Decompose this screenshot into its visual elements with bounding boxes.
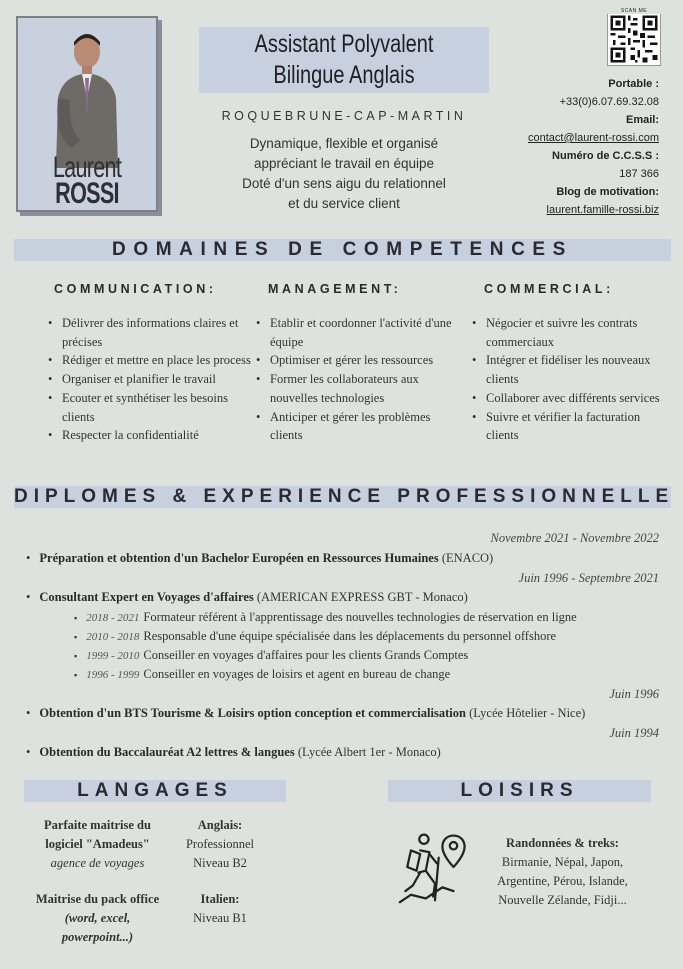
tagline bbox=[199, 134, 489, 214]
hiker-map-pin-icon bbox=[398, 830, 472, 904]
list-item: • Optimiser et gérer les ressources bbox=[254, 351, 459, 370]
contact-block bbox=[499, 75, 659, 219]
experience-entry bbox=[26, 590, 468, 605]
sub-item-years: 2018 - 2021 bbox=[86, 612, 140, 624]
tagline-line: Dynamique, flexible et organisé bbox=[249, 136, 439, 151]
ccss-label: Numéro de C.C.S.S : bbox=[552, 150, 659, 162]
qr-code[interactable] bbox=[607, 12, 661, 66]
blog-link[interactable]: laurent.famille-rossi.biz bbox=[546, 204, 659, 216]
language-level: Niveau B2 bbox=[193, 856, 247, 870]
sub-item-years: 1996 - 1999 bbox=[86, 669, 140, 681]
competence-column-communication bbox=[46, 282, 251, 445]
sub-item-text: Conseiller en voyages d'affaires pour les clients Grands Comptes bbox=[143, 648, 469, 662]
competence-column-commercial bbox=[470, 282, 675, 445]
office-skill bbox=[25, 890, 170, 947]
list-item: • Anticiper et gérer les problèmes clients bbox=[254, 408, 459, 445]
list-item: • Etablir et coordonner l'activité d'une équipe bbox=[254, 314, 459, 351]
column-title: COMMERCIAL: bbox=[484, 282, 614, 296]
tagline-line: appréciant le travail en équipe bbox=[253, 156, 435, 171]
entry-title: Consultant Expert en Voyages d'affaires bbox=[39, 590, 254, 604]
list-item: • Suivre et vérifier la facturation clients bbox=[470, 408, 675, 445]
ccss-number: 187 366 bbox=[619, 168, 659, 180]
experience-sub-item bbox=[74, 610, 577, 625]
experience-title: DIPLOMES & EXPERIENCE PROFESSIONNELLE bbox=[14, 486, 675, 507]
list-item: • Ecouter et synthétiser les besoins clients bbox=[46, 389, 251, 426]
italian-skill bbox=[170, 890, 270, 928]
experience-sub-item bbox=[74, 667, 450, 682]
hobby-line: Nouvelle Zélande, Fidji... bbox=[498, 893, 627, 907]
english-skill bbox=[170, 816, 270, 873]
hobby-line: Argentine, Pérou, Islande, bbox=[497, 874, 628, 888]
competences-title: DOMAINES DE COMPETENCES bbox=[112, 239, 573, 260]
experience-sub-item bbox=[74, 629, 556, 644]
tagline-line: Doté d'un sens aigu du relationnel bbox=[242, 176, 446, 191]
phone-label: Portable : bbox=[608, 78, 659, 90]
sub-item-text: Formateur référent à l'apprentissage des nouvelles technologies de réservation en ligne bbox=[143, 610, 577, 624]
list-item: • Respecter la confidentialité bbox=[46, 426, 251, 445]
sub-item-text: Conseiller en voyages de loisirs et agent en bureau de change bbox=[143, 667, 451, 681]
skill-line: Parfaite maitrise du bbox=[44, 818, 151, 832]
list-item: • Intégrer et fidéliser les nouveaux clients bbox=[470, 351, 675, 388]
profile-photo bbox=[50, 28, 124, 168]
entry-title: Obtention d'un BTS Tourisme & Loisirs option conception et commercialisation bbox=[39, 706, 466, 720]
languages-title: LANGAGES bbox=[77, 780, 233, 801]
experience-entry bbox=[26, 706, 585, 721]
hobbies-text bbox=[480, 834, 645, 910]
sub-item-text: Responsable d'une équipe spécialisée dans les déplacements du personnel offshore bbox=[143, 629, 557, 643]
competence-column-management bbox=[254, 282, 459, 445]
language-level: Professionnel bbox=[185, 837, 255, 851]
entry-org: (Lycée Albert 1er - Monaco) bbox=[294, 745, 441, 759]
entry-date: Juin 1996 bbox=[609, 687, 659, 701]
first-name: Laurent bbox=[52, 151, 122, 184]
column-title: COMMUNICATION: bbox=[54, 282, 217, 296]
language-level: Niveau B1 bbox=[193, 911, 247, 925]
skill-line: powerpoint...) bbox=[61, 930, 134, 944]
profile-photo-card bbox=[16, 16, 158, 212]
entry-title: Préparation et obtention d'un Bachelor Européen en Ressources Humaines bbox=[39, 551, 439, 565]
experience-entry bbox=[26, 551, 493, 566]
hobby-line: Birmanie, Népal, Japon, bbox=[501, 855, 624, 869]
language-name: Anglais: bbox=[197, 818, 243, 832]
email-label: Email: bbox=[625, 114, 659, 126]
competence-list bbox=[46, 314, 251, 445]
sub-item-years: 1999 - 2010 bbox=[86, 650, 140, 662]
competence-list bbox=[254, 314, 459, 445]
location: ROQUEBRUNE-CAP-MARTIN bbox=[221, 109, 467, 123]
amadeus-skill bbox=[30, 816, 165, 873]
sub-item-years: 2010 - 2018 bbox=[86, 631, 140, 643]
list-item: • Délivrer des informations claires et précises bbox=[46, 314, 251, 351]
list-item: • Organiser et planifier le travail bbox=[46, 370, 251, 389]
job-title-line2: Bilingue Anglais bbox=[273, 61, 415, 89]
entry-date: Juin 1994 bbox=[609, 726, 659, 740]
list-item: • Négocier et suivre les contrats commerciaux bbox=[470, 314, 675, 351]
tagline-line: et du service client bbox=[288, 196, 400, 211]
language-name: Italien: bbox=[200, 892, 240, 906]
list-item: • Collaborer avec différents services bbox=[470, 389, 675, 408]
blog-label: Blog de motivation: bbox=[556, 186, 659, 198]
skill-line: (word, excel, bbox=[64, 911, 131, 925]
entry-date: Juin 1996 - Septembre 2021 bbox=[518, 571, 659, 585]
entry-title: Obtention du Baccalauréat A2 lettres & langues bbox=[39, 745, 295, 759]
phone-number[interactable]: +33(0)6.07.69.32.08 bbox=[559, 96, 659, 108]
experience-entry bbox=[26, 745, 441, 760]
experience-sub-item bbox=[74, 648, 468, 663]
skill-line: Maitrise du pack office bbox=[35, 892, 160, 906]
qr-label: SCAN ME bbox=[607, 8, 661, 14]
job-title-box bbox=[199, 27, 489, 93]
list-item: • Rédiger et mettre en place les process bbox=[46, 351, 251, 370]
hobby-title: Randonnées & treks: bbox=[506, 836, 619, 850]
entry-org: (Lycée Hôtelier - Nice) bbox=[465, 706, 586, 720]
entry-date: Novembre 2021 - Novembre 2022 bbox=[490, 531, 659, 545]
column-title: MANAGEMENT: bbox=[268, 282, 402, 296]
skill-line: agence de voyages bbox=[50, 856, 145, 870]
entry-org: (AMERICAN EXPRESS GBT - Monaco) bbox=[253, 590, 468, 604]
list-item: • Former les collaborateurs aux nouvelles technologies bbox=[254, 370, 459, 407]
last-name: ROSSI bbox=[55, 177, 119, 210]
skill-line: logiciel "Amadeus" bbox=[45, 837, 150, 851]
job-title-line1: Assistant Polyvalent bbox=[254, 30, 434, 58]
competence-list bbox=[470, 314, 675, 445]
hobbies-title: LOISIRS bbox=[460, 780, 579, 801]
email-link[interactable]: contact@laurent-rossi.com bbox=[528, 132, 659, 144]
entry-org: (ENACO) bbox=[438, 551, 494, 565]
